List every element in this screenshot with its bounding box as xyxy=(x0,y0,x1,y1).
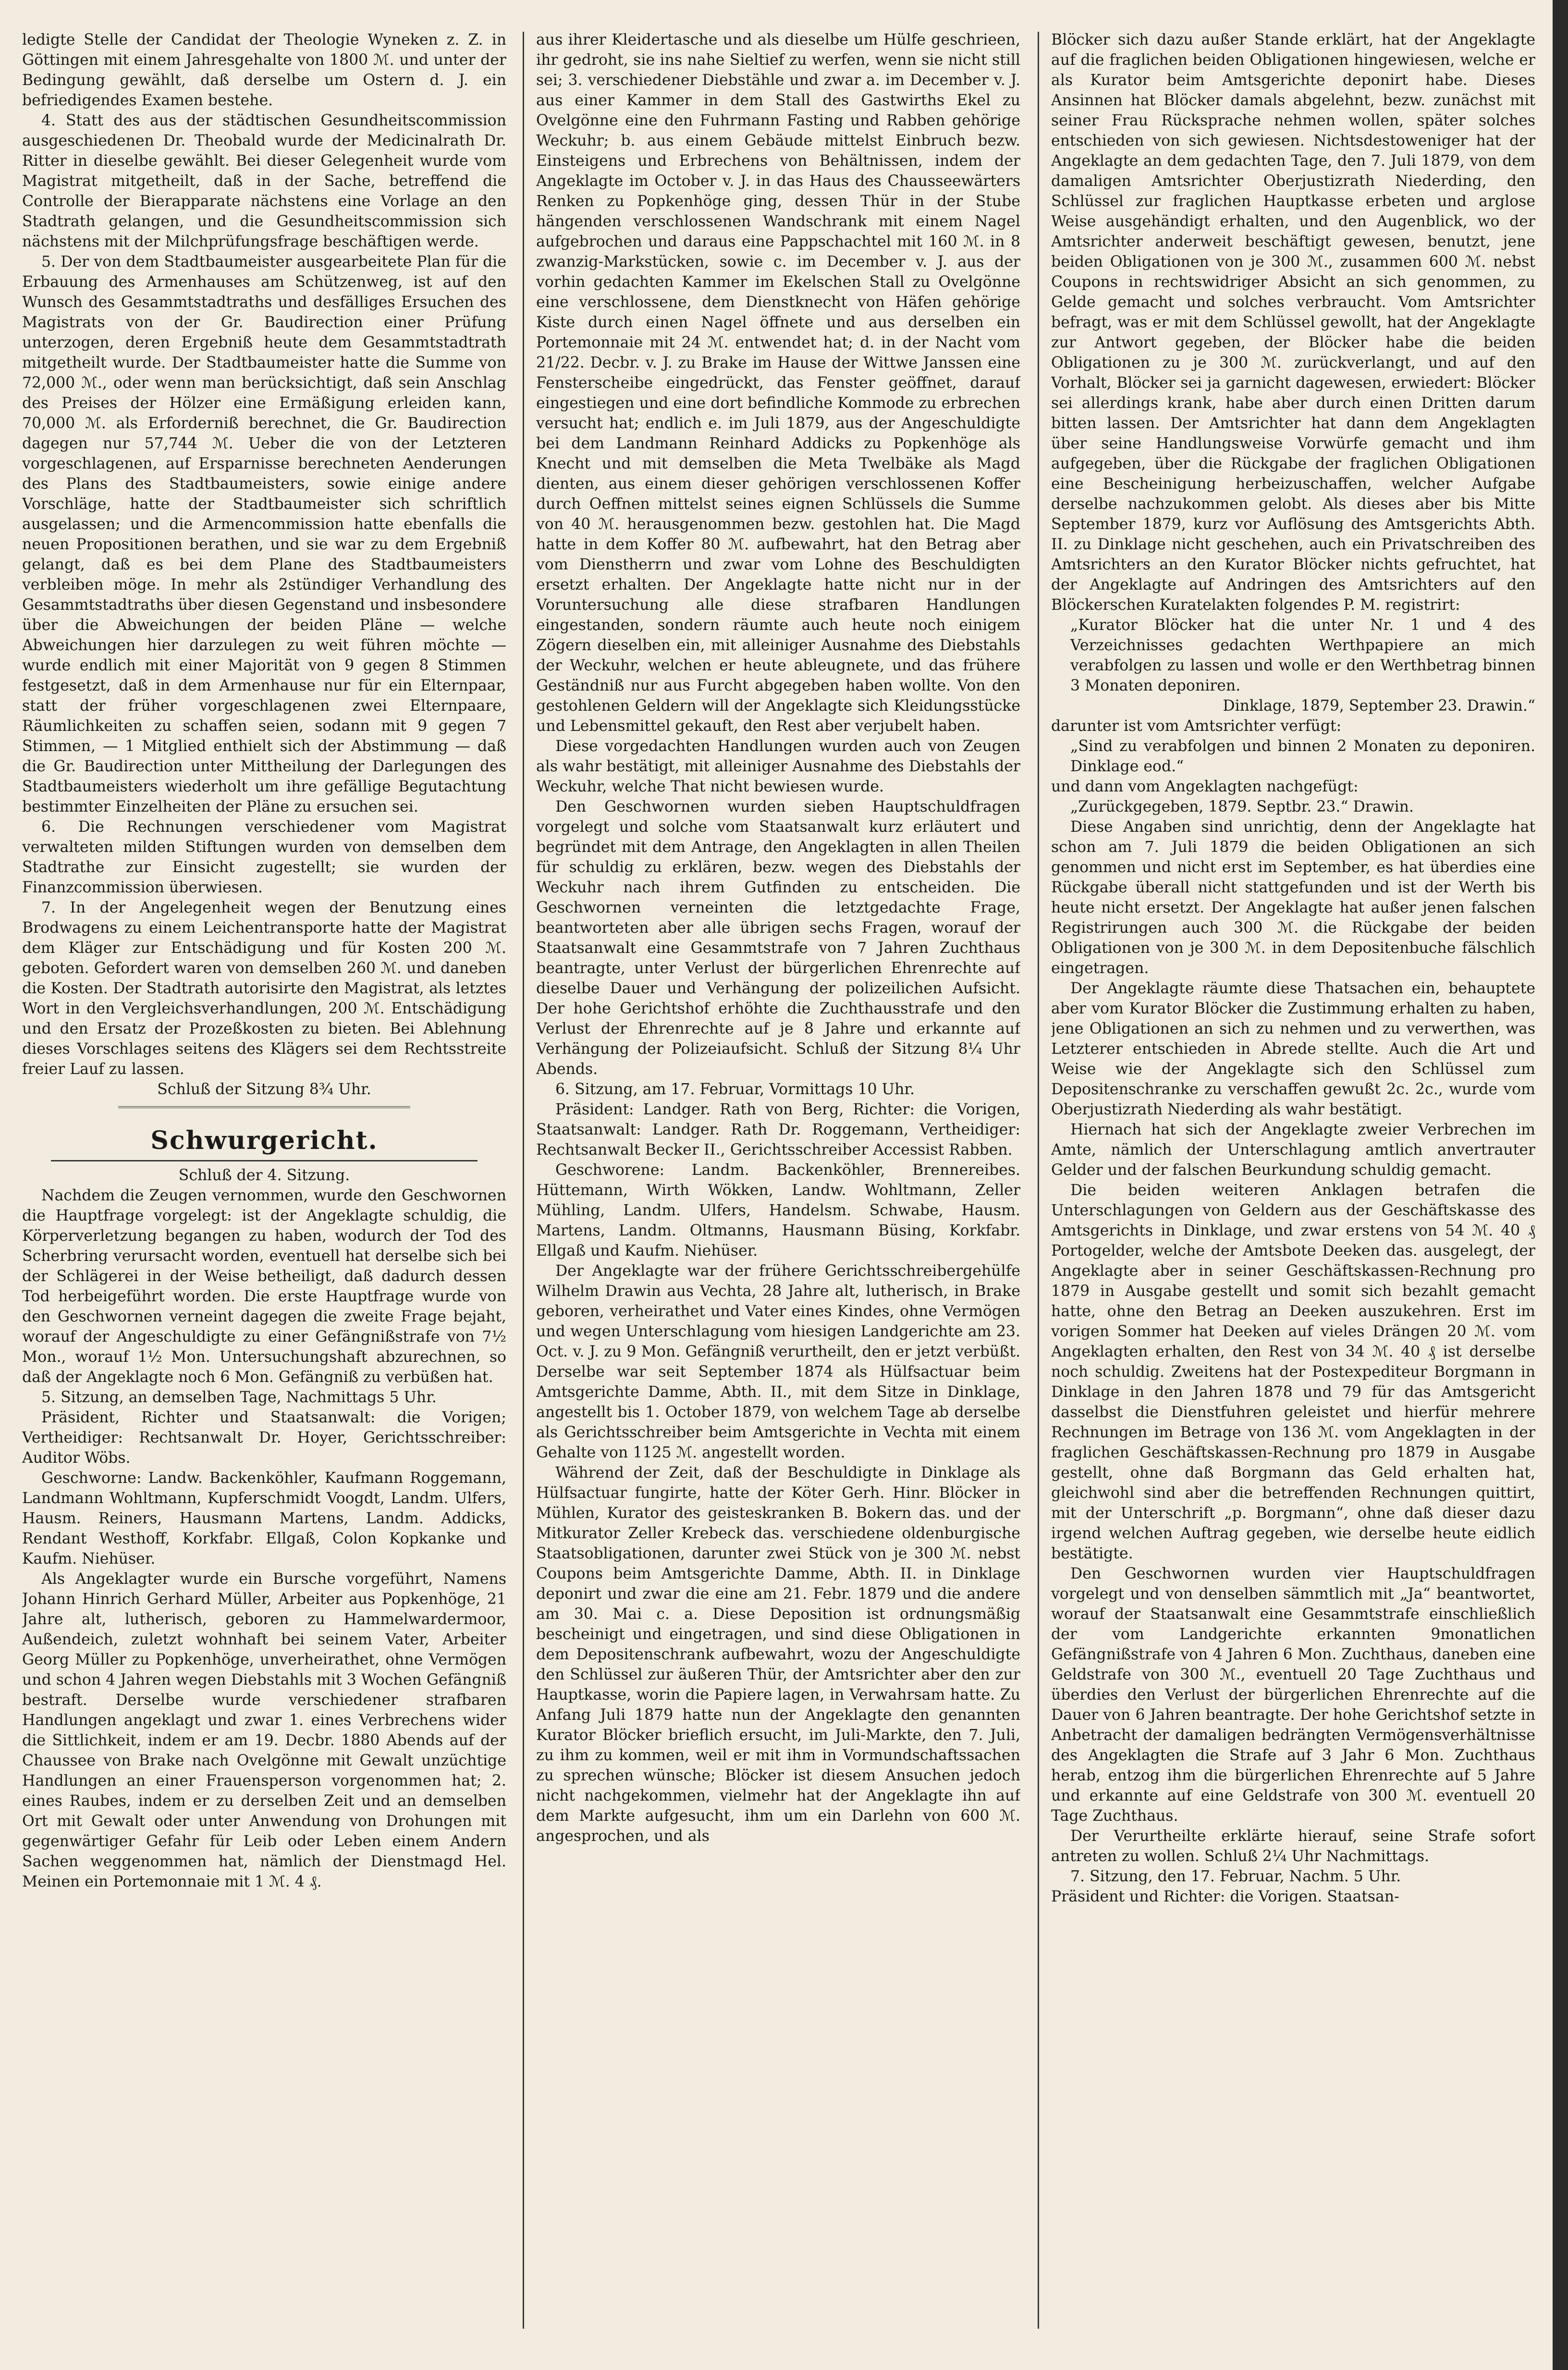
paragraph: Der Verurtheilte erklärte hierauf, seine Strafe sofort antreten zu wollen. Schluß 2¼ Uhr Nachmittags. xyxy=(1051,1827,1535,1865)
session-closing: Schluß der Sitzung 8¾ Uhr. xyxy=(157,1081,371,1098)
paragraph: 7. In der Angelegenheit wegen der Benutzung eines Brodwagens zu einem Leichentransporte hatte der Magistrat dem Kläger zur Entschädigung und für Kosten 200 ℳ. geboten. Gefordert waren von demselben 260 ℳ. und daneben die Kosten. Der Stadtrath autorisirte den Magistrat, als letztes Wort in den Vergleichsverhandlungen, 200 ℳ. Entschädigung und den Ersatz der Prozeßkosten zu bieten. Bei Ablehnung dieses Vorschlages seitens des Klägers sei dem Rechtsstreite freier Lauf zu lassen. xyxy=(22,899,506,1078)
paragraph: 4. Statt des aus der städtischen Gesundheitscommission ausgeschiedenen Dr. Theobald wurde der Medicinalrath Dr. Ritter in dieselbe gewählt. Bei dieser Gelegenheit wurde vom Magistrat mitgetheilt, daß in der Sache, betreffend die Controlle der Bierapparate nächstens eine Vorlage an den Stadtrath gelangen, und die Gesundheitscommission sich nächstens mit der Milchprüfungsfrage beschäftigen werde. xyxy=(22,112,506,250)
paragraph: Während der Zeit, daß der Beschuldigte in Dinklage als Hülfsactuar fungirte, hatte der Köter Gerh. Hinr. Blöcker in Mühlen, Kurator des geisteskranken B. Bokern das. und der Mitkurator Zeller Krebeck das. verschiedene oldenburgische Staatsobligationen, darunter zwei Stück von je 300 ℳ. nebst Coupons beim Amtsgerichte Damme, Abth. II. in Dinklage deponirt und zwar die eine am 21. Febr. 1879 und die andere am 30. Mai c. a. Diese Deposition ist ordnungsmäßig bescheinigt und eingetragen, und sind diese Obligationen in dem Depositenschrank aufbewahrt, wozu der Angeschuldigte den Schlüssel zur äußeren Thür, der Amtsrichter aber den zur Hauptkasse, worin die Papiere lagen, in Verwahrsam hatte. Zu Anfang Juli 1879 hatte nun der Angeklagte den genannten Kurator Blöcker brieflich ersucht, im Juli-Markte, den 7. Juli, zu ihm zu kommen, weil er mit ihm in Vormundschaftssachen zu sprechen wünsche; Blöcker ist diesem Ansuchen jedoch nicht nachgekommen, vielmehr hat der Angeklagte ihn auf dem Markte aufgesucht, ihm um ein Darlehn von 600 ℳ. angesprochen, und als xyxy=(536,1464,1020,1845)
paragraph: Präsident, Richter und Staatsanwalt: die Vorigen; Vertheidiger: Rechtsanwalt Dr. Hoyer, Gerichtsschreiber: Auditor Wöbs. xyxy=(22,1409,506,1467)
column-1 xyxy=(22,30,506,2336)
paragraph: 7. Sitzung, den 17. Februar, Nachm. 5 Uhr. xyxy=(1070,1868,1401,1885)
column-divider xyxy=(1038,32,1039,2329)
section-heading: Schwurgericht. xyxy=(150,1126,378,1155)
paragraph: Geschworene: Landm. Backenköhler, Brennereibes. Hüttemann, Wirth Wökken, Landw. Wohltmann, Zeller Mühling, Landm. Ulfers, Handelsm. Schwabe, Hausm. Martens, Landm. Oltmanns, Hausmann Büsing, Korkfabr. Ellgaß und Kaufm. Niehüser. xyxy=(536,1161,1020,1259)
paragraph: Diese vorgedachten Handlungen wurden auch von Zeugen als wahr bestätigt, mit alleiniger Ausnahme des Diebstahls der Weckuhr, welche That nicht bewiesen wurde. xyxy=(536,738,1020,795)
registry-quote: „Kurator Blöcker hat die unter Nr. 1 und 4 des Verzeichnisses gedachten Werthpapiere an mich verabfolgen zu lassen und wolle er den Werthbetrag binnen 3 Monaten deponiren. xyxy=(1070,617,1535,694)
paragraph: Den Geschwornen wurden sieben Hauptschuldfragen vorgelegt und solche vom Staatsanwalt kurz erläutert und begründet mit dem Antrage, den Angeklagten in allen Theilen für schuldig zu erklären, bezw. wegen des Diebstahls der Weckuhr nach ihrem Gutfinden zu entscheiden. Die Geschwornen verneinten die letztgedachte Frage, beantworteten aber alle übrigen sechs Fragen, worauf der Staatsanwalt eine Gesammtstrafe von 7 Jahren Zuchthaus beantragte, unter Verlust der bürgerlichen Ehrenrechte auf dieselbe Dauer und Verhängung der polizeilichen Aufsicht. Der hohe Gerichtshof erhöhte die Zuchthausstrafe und den Verlust der Ehrenrechte auf je 8 Jahre und erkannte auf Verhängung der Polizeiaufsicht. Schluß der Sitzung 8¼ Uhr Abends. xyxy=(536,798,1020,1078)
paragraph: aus ihrer Kleidertasche und als dieselbe um Hülfe geschrieen, ihr gedroht, sie ins nahe Sieltief zu werfen, wenn sie nicht still sei; 3. verschiedener Diebstähle und zwar a. im December v. J. aus einer Kammer in dem Stall des Gastwirths Ekel zu Ovelgönne eine den Fuhrmann Fasting und Rabben gehörige Weckuhr; b. aus einem Gebäude mittelst Einbruch bezw. Einsteigens und Erbrechens von Behältnissen, indem der Angeklagte im October v. J. in das Haus des Chausseewärters Renken zu Popkenhöge ging, dessen Thür in der Stube hängenden verschlossenen Wandschrank mit einem Nagel aufgebrochen und daraus eine Pappschachtel mit 160 ℳ. in 8 zwanzig-Markstücken, sowie c. im December v. J. aus der vorhin gedachten Kammer im Ekelschen Stall zu Ovelgönne eine verschlossene, dem Dienstknecht von Häfen gehörige Kiste durch einen Nagel öffnete und aus derselben ein Portemonnaie mit 24 ℳ. entwendet hat; d. in der Nacht vom 21/22. Decbr. v. J. zu Brake im Hause der Wittwe Janssen eine Fensterscheibe eingedrückt, das Fenster geöffnet, darauf eingestiegen und eine dort befindliche Kommode zu erbrechen versucht hat; endlich e. im Juli 1879, aus der Angeschuldigte bei dem Landmann Reinhard Addicks zu Popkenhöge als Knecht und mit demselben die Meta Twelbäke als Magd dienten, aus einem dieser gehörigen verschlossenen Koffer durch Oeffnen mittelst seines eignen Schlüssels die Summe von 40 ℳ. herausgenommen bezw. gestohlen hat. Die Magd hatte in dem Koffer 80 ℳ. aufbewahrt, hat den Betrag aber vom Dienstherrn und zwar vom Lohne des Beschuldigten ersetzt erhalten. Der Angeklagte hatte nicht nur in der Voruntersuchung alle diese strafbaren Handlungen eingestanden, sondern räumte auch heute noch einigem Zögern dieselben ein, mit alleiniger Ausnahme des Diebstahls der Weckuhr, welchen er heute ableugnete, und das frühere Geständniß nur aus Furcht abgegeben haben wollte. Von den gestohlenen Geldern will der Angeklagte sich Kleidungsstücke und Lebensmittel gekauft, den Rest aber verjubelt haben. xyxy=(536,31,1020,735)
paragraph: 6. Die Rechnungen verschiedener vom Magistrat verwalteten milden Stiftungen wurden von demselben dem Stadtrathe zur Einsicht zugestellt; sie wurden der Finanzcommission überwiesen. xyxy=(22,818,506,896)
scan-border xyxy=(1553,0,1568,2370)
paragraph: Präsident: Landger. Rath von Berg, Richter: die Vorigen, Staatsanwalt: Landger. Rath Dr. Roggemann, Vertheidiger: Rechtsanwalt Becker II., Gerichtsschreiber Accessist Rabben. xyxy=(536,1101,1020,1159)
registry-signature: Dinklage, 1879, September 23. Drawin.“ xyxy=(1223,697,1535,715)
section-subheading: Schluß der 4. Sitzung. xyxy=(178,1167,350,1184)
section-divider xyxy=(118,1106,410,1108)
paragraph: darunter ist vom Amtsrichter verfügt: xyxy=(1051,717,1342,735)
paragraph: Präsident und Richter: die Vorigen. Staatsan- xyxy=(1051,1888,1399,1905)
heading-rule xyxy=(51,1160,478,1161)
paragraph: und dann vom Angeklagten nachgefügt: xyxy=(1051,778,1359,795)
paragraph: 6. Sitzung, am 17. Februar, Vormittags 10 Uhr. xyxy=(555,1081,915,1098)
paragraph: Der Angeklagte war der frühere Gerichtsschreibergehülfe Wilhelm Drawin aus Vechta, 28 Jahre alt, lutherisch, in Brake geboren, verheirathet und Vater eines Kindes, ohne Vermögen und wegen Unterschlagung vom hiesigen Landgerichte am 23. Oct. v. J. zu 9 Mon. Gefängniß verurtheilt, den er jetzt verbüßt. Derselbe war seit September 1874 als Hülfsactuar beim Amtsgerichte Damme, Abth. II., mit dem Sitze in Dinklage, angestellt bis 1. October 1879, von welchem Tage ab derselbe als Gerichtsschreiber beim Amtsgerichte in Vechta mit einem Gehalte von 1125 ℳ. angestellt worden. xyxy=(536,1262,1020,1461)
paragraph: Blöcker sich dazu außer Stande erklärt, hat der Angeklagte auf die fraglichen beiden Obligationen hingewiesen, welche er als Kurator beim Amtsgerichte deponirt habe. Dieses Ansinnen hat Blöcker damals abgelehnt, bezw. zunächst mit seiner Frau Rücksprache nehmen wollen, später solches entschieden von sich gewiesen. Nichtsdestoweniger hat der Angeklagte an dem gedachten Tage, den 7. Juli 1879, von dem damaligen Amtsrichter Oberjustizrath Niederding, den Schlüssel zur fraglichen Hauptkasse erbeten und arglose Weise ausgehändigt erhalten, und den Augenblick, wo der Amtsrichter anderweit beschäftigt gewesen, benutzt, jene beiden Obligationen von je 300 ℳ., zusammen 600 ℳ. nebst Coupons in rechtswidriger Absicht an sich genommen, zu Gelde gemacht und solches verbraucht. Vom Amtsrichter befragt, was er mit dem Schlüssel gewollt, hat der Angeklagte zur Antwort gegeben, der Blöcker habe die beiden Obligationen zu je 300 ℳ. zurückverlangt, und auf den Vorhalt, Blöcker sei ja garnicht dagewesen, erwiedert: Blöcker sei allerdings krank, habe aber durch einen Dritten darum bitten lassen. Der Amtsrichter hat dann dem Angeklagten über seine Handlungsweise Vorwürfe gemacht und ihm aufgegeben, über die Rückgabe der fraglichen Obligationen eine Bescheinigung herbeizuschaffen, welcher Aufgabe derselbe nachzukommen gelobt. Als dieses aber bis Mitte September 1879, kurz vor Auflösung des Amtsgerichts Abth. II. zu Dinklage nicht geschehen, auch ein Privatschreiben des Amtsrichters an den Kurator Blöcker nichts gefruchtet, hat der Angeklagte auf Andringen des Amtsrichters auf den Blöckerschen Kuratelakten folgendes P. M. registrirt: xyxy=(1051,31,1535,614)
registry-quote: „Zurückgegeben, 1879. Septbr. 23.“ Drawin. xyxy=(1070,798,1414,815)
paragraph: Den Geschwornen wurden vier Hauptschuldfragen vorgelegt und von denselben sämmtlich mit „Ja“ beantwortet, worauf der Staatsanwalt eine Gesammtstrafe einschließlich der vom Landgerichte erkannten 9monatlichen Gefängnißstrafe von 4 Jahren 6 Mon. Zuchthaus, daneben eine Geldstrafe von 300 ℳ., eventuell 20 Tage Zuchthaus und überdies den Verlust der bürgerlichen Ehrenrechte auf die Dauer von 6 Jahren beantragte. Der hohe Gerichtshof setzte in Anbetracht der damaligen bedrängten Vermögensverhältnisse des Angeklagten die Strafe auf 3 Jahr 6 Mon. Zuchthaus herab, entzog ihm die bürgerlichen Ehrenrechte auf 5 Jahre und erkannte auf eine Geldstrafe von 300 ℳ. eventuell 20 Tage Zuchthaus. xyxy=(1051,1565,1535,1825)
paragraph: Diese Angaben sind unrichtig, denn der Angeklagte hat schon am 7. Juli 1879 die beiden Obligationen an sich genommen und nicht erst im September, es hat überdies eine Rückgabe überall nicht stattgefunden und ist der Werth bis heute nicht ersetzt. Der Angeklagte hat außer jenen falschen Registrirungen auch 300 ℳ. die Rückgabe der beiden Obligationen von je 300 ℳ. in dem Depositenbuche fälschlich eingetragen. xyxy=(1051,818,1535,977)
paragraph: Hiernach hat sich der Angeklagte zweier Verbrechen im Amte, nämlich der Unterschlagung amtlich anvertrauter Gelder und der falschen Beurkundung schuldig gemacht. xyxy=(1051,1121,1535,1179)
column-3 xyxy=(1051,30,1535,2336)
column-2 xyxy=(536,30,1020,2336)
paragraph: Nachdem die Zeugen vernommen, wurde den Geschwornen die Hauptfrage vorgelegt: ist der Angeklagte schuldig, die Körperverletzung begangen zu haben, wodurch der Tod des Scherbring verursacht worden, eventuell hat derselbe sich bei der Schlägerei in der Weise betheiligt, daß dadurch dessen Tod herbeigeführt worden. Die erste Hauptfrage wurde von den Geschwornen verneint dagegen die zweite Frage bejaht, worauf der Angeschuldigte zu einer Gefängnißstrafe von 7½ Mon., worauf 1½ Mon. Untersuchungshaft abzurechnen, so daß der Angeklagte noch 6 Mon. Gefängniß zu verbüßen hat. xyxy=(22,1187,506,1386)
registry-quote: „Sind zu verabfolgen und binnen 2 Monaten zu deponiren. Dinklage eod.“ xyxy=(1070,738,1535,775)
paragraph: ledigte Stelle der Candidat der Theologie Wyneken z. Z. in Göttingen mit einem Jahresgehalte von 1800 ℳ. und unter der Bedingung gewählt, daß derselbe um Ostern d. J. ein befriedigendes Examen bestehe. xyxy=(22,31,506,109)
paragraph: 5. Sitzung, an demselben Tage, Nachmittags 5 Uhr. xyxy=(41,1389,437,1406)
paragraph: Die beiden weiteren Anklagen betrafen die Unterschlagungen von Geldern aus der Geschäftskasse des Amtsgerichts in Dinklage, und zwar erstens von 54 ℳ. 40 ₰ Portogelder, welche der Amtsbote Deeken das. ausgelegt, der Angeklagte aber in seiner Geschäftskassen-Rechnung pro 1879 in Ausgabe gestellt und somit sich bezahlt gemacht hatte, ohne den Betrag an Deeken auszukehren. Erst im vorigen Sommer hat Deeken auf vieles Drängen 20 ℳ. vom Angeklagten erhalten, den Rest von 34 ℳ. 40 ₰ ist derselbe noch schuldig. Zweitens hat der Postexpediteur Borgmann in Dinklage in den Jahren 1878 und 79 für das Amtsgericht dasselbst die Dienstfuhren geleistet und hierfür mehrere Rechnungen im Betrage von 136 ℳ. vom Angeklagten in der fraglichen Geschäftskassen-Rechnung pro 1879 in Ausgabe gestellt, ohne daß Borgmann das Geld erhalten hat, gleichwohl sind aber die betreffenden Rechnungen quittirt, mit der Unterschrift „p. Borgmann“, ohne daß dieser dazu irgend welchen Auftrag gegeben, wie derselbe heute eidlich bestätigte. xyxy=(1051,1182,1535,1562)
paragraph: Als Angeklagter wurde ein Bursche vorgeführt, Namens Johann Hinrich Gerhard Müller, Arbeiter aus Popkenhöge, 21 Jahre alt, lutherisch, geboren zu Hammelwardermoor, Außendeich, zuletzt wohnhaft bei seinem Vater, Arbeiter Georg Müller zu Popkenhöge, unverheirathet, ohne Vermögen und schon 4 Jahren wegen Diebstahls mit 3 Wochen Gefängniß bestraft. Derselbe wurde verschiedener strafbaren Handlungen angeklagt und zwar 1. eines Verbrechens wider die Sittlichkeit, indem er am 19. Decbr. 1880 Abends auf der Chaussee von Brake nach Ovelgönne mit Gewalt unzüchtige Handlungen an einer Frauensperson vorgenommen hat; 2. eines Raubes, indem er zu derselben Zeit und an demselben Ort mit Gewalt oder unter Anwendung von Drohungen mit gegenwärtiger Gefahr für Leib oder Leben einem Andern Sachen weggenommen hat, nämlich der Dienstmagd Hel. Meinen ein Portemonnaie mit 1 ℳ. 4 ₰. xyxy=(22,1570,506,1890)
paragraph: 5. Der von dem Stadtbaumeister ausgearbeitete Plan für die Erbauung des Armenhauses am Schützenweg, ist auf den Wunsch des Gesammtstadtraths und desfälliges Ersuchen des Magistrats von der Gr. Baudirection einer Prüfung unterzogen, deren Ergebniß heute dem Gesammtstadtrath mitgetheilt wurde. Der Stadtbaumeister hatte die Summe von 72,000 ℳ., oder wenn man berücksichtigt, daß sein Anschlag des Preises der Hölzer eine Ermäßigung erleiden kann, 70,000 ℳ. als Erforderniß berechnet, die Gr. Baudirection dagegen nur 57,744 ℳ. Ueber die von der Letzteren vorgeschlagenen, auf Ersparnisse berechneten Aenderungen des Plans des Stadtbaumeisters, sowie einige andere Vorschläge, hatte der Stadtbaumeister sich schriftlich ausgelassen; und die Armencommission hatte ebenfalls die neuen Propositionen berathen, und sie war zu dem Ergebniß gelangt, daß es bei dem Plane des Stadtbaumeisters verbleiben möge. In mehr als 2stündiger Verhandlung des Gesammtstadtraths über diesen Gegenstand und insbesondere über die Abweichungen der beiden Pläne — welche Abweichungen hier darzulegen zu weit führen möchte — wurde endlich mit einer Majorität von 9 gegen 8 Stimmen festgesetzt, daß in dem Armenhause nur für ein Elternpaar, statt der früher vorgeschlagenen zwei Elternpaare, Räumlichkeiten zu schaffen seien, sodann mit 9 gegen 7 Stimmen, — 1 Mitglied enthielt sich der Abstimmung — daß die Gr. Baudirection unter Mittheilung der Darlegungen des Stadtbaumeisters wiederholt um ihre gefällige Begutachtung bestimmter Einzelheiten der Pläne zu ersuchen sei. xyxy=(22,253,506,815)
paragraph: Geschworne: Landw. Backenköhler, Kaufmann Roggemann, Landmann Wohltmann, Kupferschmidt Voogdt, Landm. Ulfers, Hausm. Reiners, Hausmann Martens, Landm. Addicks, Rendant Westhoff, Korkfabr. Ellgaß, Colon Kopkanke und Kaufm. Niehüser. xyxy=(22,1469,506,1568)
paragraph: Der Angeklagte räumte diese Thatsachen ein, behauptete aber vom Kurator Blöcker die Zustimmung erhalten zu haben, jene Obligationen an sich zu nehmen und zu verwerthen, was Letzterer entschieden in Abrede stellte. Auch die Art und Weise wie der Angeklagte sich den Schlüssel zum Depositenschranke zu verschaffen gewußt 2c. 2c., wurde vom Oberjustizrath Niederding als wahr bestätigt. xyxy=(1051,980,1535,1118)
column-divider xyxy=(523,32,524,2329)
